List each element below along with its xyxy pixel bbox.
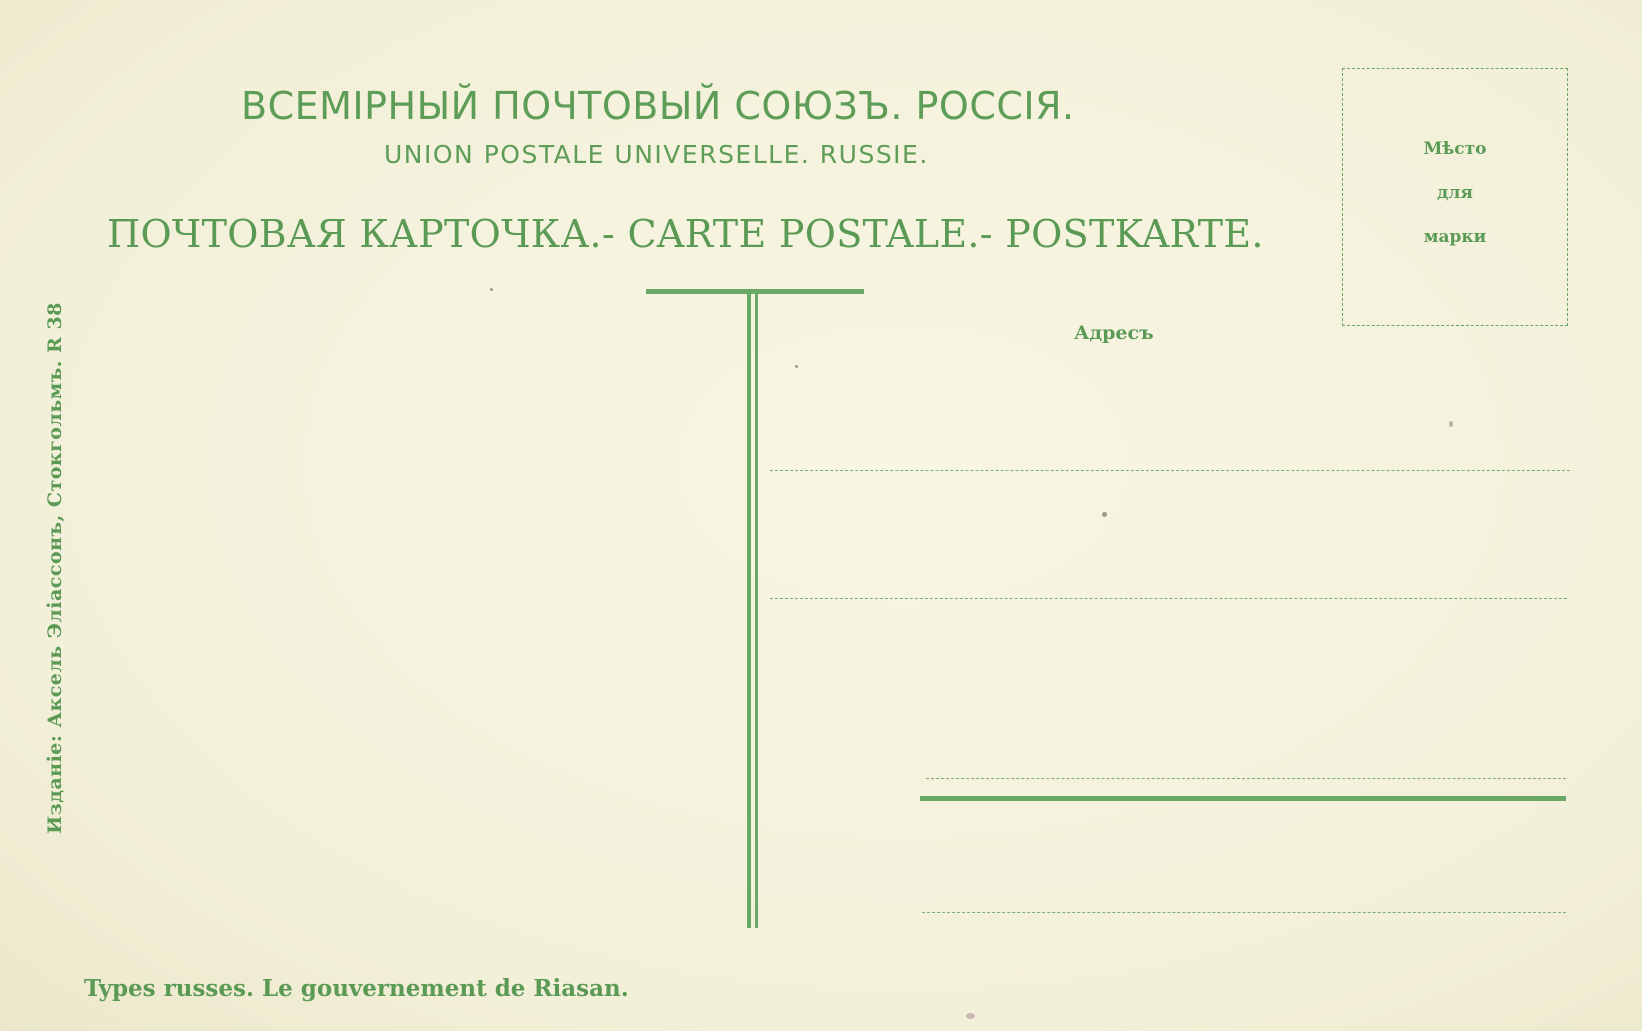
paper-speck [490,288,493,291]
address-line-4 [922,912,1566,913]
header-russian: ВСЕМІРНЫЙ ПОЧТОВЫЙ СОЮЗЪ. РОССІЯ. [241,84,1075,128]
stamp-box [1342,68,1568,326]
paper-speck [795,365,798,368]
stamp-box-line-2: для [1437,183,1473,203]
publisher-imprint: Изданіе: Аксель Эліассонъ, Стокгольмъ. R 38 [44,302,66,834]
stamp-box-line-3: марки [1423,227,1487,247]
address-solid-rule [920,796,1566,801]
divider-vertical-rule-right [755,294,758,928]
stamp-box-line-1: Мѣсто [1423,139,1487,159]
divider-vertical-rule-left [747,294,751,928]
card-caption: Types russes. Le gouvernement de Riasan. [84,975,629,1002]
header-french: UNION POSTALE UNIVERSELLE. RUSSIE. [384,140,929,169]
paper-speck [1102,512,1107,517]
paper-speck [1449,421,1453,427]
address-label: Адресъ [1074,322,1154,344]
paper-speck [966,1013,975,1019]
postcard-title: ПОЧТОВАЯ КАРТОЧКА.- CARTE POSTALE.- POSTKARTE. [107,212,1264,256]
address-line-1 [770,470,1570,471]
address-line-2 [770,598,1567,599]
address-line-3 [926,778,1566,779]
